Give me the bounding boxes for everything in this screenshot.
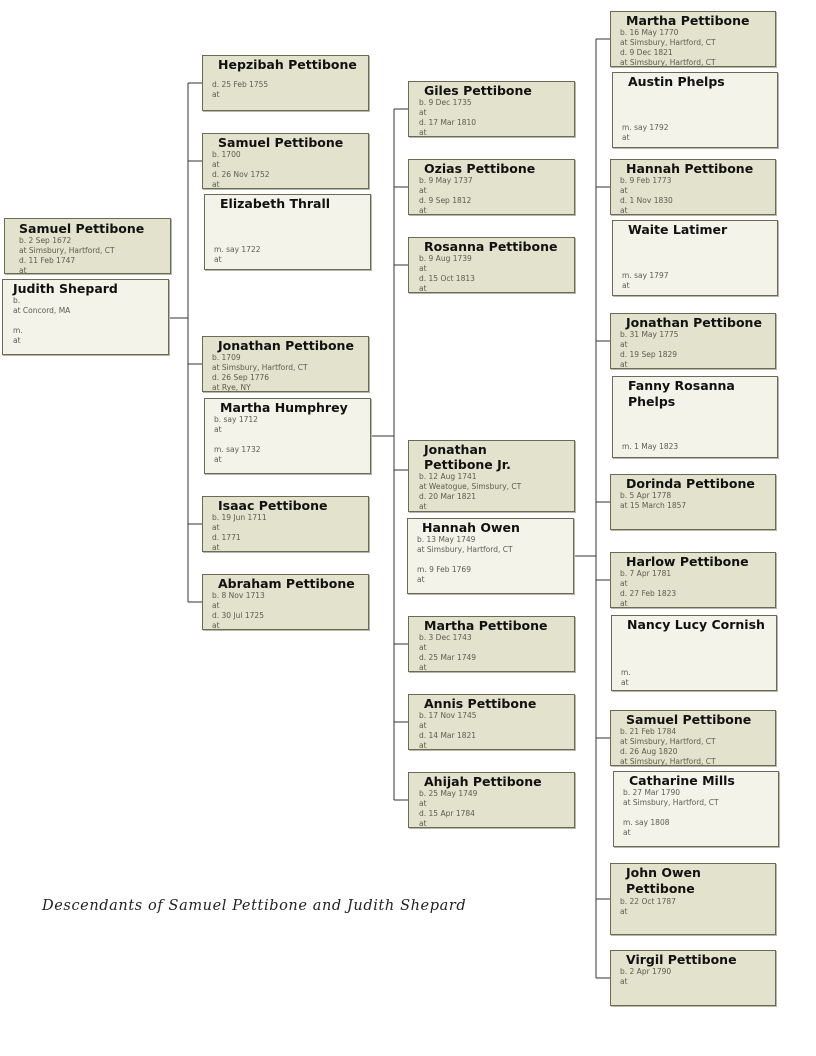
fact: m. say 1808 — [623, 818, 670, 827]
fact: b. 1700 — [212, 150, 241, 159]
person-fanny-rosanna-phelps[interactable] — [612, 376, 778, 458]
fact: at — [212, 543, 220, 552]
fact: at Simsbury, Hartford, CT — [212, 363, 308, 372]
fact: d. 1771 — [212, 533, 241, 542]
person-john-owen-pettibone[interactable] — [610, 863, 776, 935]
person-austin-phelps[interactable] — [612, 72, 778, 148]
fact: b. 21 Feb 1784 — [620, 727, 677, 736]
fact: m. 1 May 1823 — [622, 442, 679, 451]
fact: at — [13, 336, 21, 345]
fact: at — [419, 284, 427, 293]
person-rosanna-pettibone[interactable] — [408, 237, 575, 293]
person-ahijah-pettibone[interactable] — [408, 772, 575, 828]
fact: d. 1 Nov 1830 — [620, 196, 673, 205]
fact: at Weatogue, Simsbury, CT — [419, 482, 522, 491]
person-samuel-pettibone-1700[interactable] — [202, 133, 369, 189]
fact: d. 17 Mar 1810 — [419, 118, 477, 127]
fact: b. 19 Jun 1711 — [212, 513, 267, 522]
fact: m. — [13, 326, 23, 335]
person-name: Abraham Pettibone — [218, 576, 355, 591]
fact: at — [419, 502, 427, 511]
person-name: Hannah Pettibone — [626, 161, 754, 176]
person-name: Martha Humphrey — [220, 400, 348, 415]
person-name: Rosanna Pettibone — [424, 239, 558, 254]
person-isaac-pettibone[interactable] — [202, 496, 369, 552]
person-hannah-pettibone-1773[interactable] — [610, 159, 776, 215]
person-name: Samuel Pettibone — [19, 221, 145, 236]
fact: d. 20 Mar 1821 — [419, 492, 477, 501]
person-judith-shepard[interactable] — [2, 279, 169, 355]
person-name: Hepzibah Pettibone — [218, 57, 357, 72]
fact: at — [622, 281, 630, 290]
fact: at — [620, 206, 628, 215]
fact: at — [419, 264, 427, 273]
fact: at — [620, 579, 628, 588]
person-hepzibah-pettibone[interactable] — [202, 55, 369, 111]
fact: d. 19 Sep 1829 — [620, 350, 678, 359]
fact: b. — [13, 296, 21, 305]
person-name: Ozias Pettibone — [424, 161, 536, 176]
fact: d. 27 Feb 1823 — [620, 589, 677, 598]
person-name: Waite Latimer — [628, 222, 728, 237]
fact: at — [620, 907, 628, 916]
fact: b. 17 Nov 1745 — [419, 711, 477, 720]
fact: at Simsbury, Hartford, CT — [620, 38, 716, 47]
fact: at — [212, 621, 220, 630]
fact: at — [419, 108, 427, 117]
fact: b. 7 Apr 1781 — [620, 569, 672, 578]
fact: at — [419, 799, 427, 808]
fact: at — [214, 455, 222, 464]
person-name: Annis Pettibone — [424, 696, 537, 711]
fact: b. 9 Feb 1773 — [620, 176, 672, 185]
fact: at — [212, 90, 220, 99]
fact: d. 9 Sep 1812 — [419, 196, 472, 205]
fact: at — [419, 643, 427, 652]
fact: at — [212, 160, 220, 169]
fact: m. 9 Feb 1769 — [417, 565, 471, 574]
fact: b. 9 Dec 1735 — [419, 98, 472, 107]
fact — [13, 316, 162, 326]
fact: d. 26 Aug 1820 — [620, 747, 678, 756]
fact: d. 15 Oct 1813 — [419, 274, 475, 283]
fact: b. 8 Nov 1713 — [212, 591, 265, 600]
person-hannah-owen[interactable] — [407, 518, 574, 594]
person-name: John Owen Pettibone — [626, 865, 701, 896]
fact: at — [419, 721, 427, 730]
person-samuel-pettibone-1672[interactable] — [4, 218, 171, 274]
fact: at — [417, 575, 425, 584]
fact: at — [212, 601, 220, 610]
person-name: Elizabeth Thrall — [220, 196, 331, 211]
fact: b. 13 May 1749 — [417, 535, 476, 544]
fact: at 15 March 1857 — [620, 501, 687, 510]
fact: b. 1709 — [212, 353, 241, 362]
person-name: Ahijah Pettibone — [424, 774, 542, 789]
person-name: Fanny Rosanna Phelps — [628, 378, 735, 409]
fact: at — [212, 523, 220, 532]
person-name: Samuel Pettibone — [218, 135, 344, 150]
fact: d. 25 Mar 1749 — [419, 653, 477, 662]
fact: at — [620, 186, 628, 195]
person-name: Judith Shepard — [13, 281, 118, 296]
fact: at — [419, 128, 427, 137]
fact: at Rye, NY — [212, 383, 251, 392]
person-elizabeth-thrall[interactable] — [204, 194, 371, 270]
person-name: Nancy Lucy Cornish — [627, 617, 765, 632]
person-harlow-pettibone[interactable] — [610, 552, 776, 608]
person-annis-pettibone[interactable] — [408, 694, 575, 750]
fact: b. 2 Apr 1790 — [620, 967, 672, 976]
fact: d. 26 Sep 1776 — [212, 373, 270, 382]
fact: b. 12 Aug 1741 — [419, 472, 477, 481]
fact: d. 30 Jul 1725 — [212, 611, 264, 620]
person-name: Martha Pettibone — [626, 13, 750, 28]
person-jonathan-pettibone-1775[interactable] — [610, 313, 776, 369]
person-samuel-pettibone-1784[interactable] — [610, 710, 776, 766]
fact: at — [623, 828, 631, 837]
fact: d. 25 Feb 1755 — [212, 80, 269, 89]
fact: at — [214, 425, 222, 434]
fact: d. 9 Dec 1821 — [620, 48, 673, 57]
fact: m. — [621, 668, 631, 677]
fact: at — [212, 180, 220, 189]
fact: at — [620, 977, 628, 986]
fact: b. 2 Sep 1672 — [19, 236, 72, 245]
fact: at — [621, 678, 629, 687]
fact: at — [19, 266, 27, 274]
fact: b. 31 May 1775 — [620, 330, 679, 339]
fact: at Simsbury, Hartford, CT — [19, 246, 115, 255]
person-name: Harlow Pettibone — [626, 554, 749, 569]
fact: at — [620, 340, 628, 349]
chart-caption: Descendants of Samuel Pettibone and Judith Shepard — [42, 898, 467, 914]
person-catharine-mills[interactable] — [613, 771, 779, 847]
fact: d. 15 Apr 1784 — [419, 809, 475, 818]
person-name: Jonathan Pettibone Jr. — [424, 442, 511, 472]
person-martha-pettibone-1743[interactable] — [408, 616, 575, 672]
person-martha-pettibone-1770[interactable] — [610, 11, 776, 67]
person-name: Samuel Pettibone — [626, 712, 752, 727]
person-name: Virgil Pettibone — [626, 952, 737, 967]
fact: at — [622, 133, 630, 142]
fact: at Concord, MA — [13, 306, 71, 315]
person-name: Austin Phelps — [628, 74, 725, 89]
person-martha-humphrey[interactable] — [204, 398, 371, 474]
person-waite-latimer[interactable] — [612, 220, 778, 296]
fact: m. say 1722 — [214, 245, 261, 254]
person-name: Giles Pettibone — [424, 83, 532, 98]
fact: d. 26 Nov 1752 — [212, 170, 270, 179]
person-name: Hannah Owen — [422, 520, 520, 535]
fact: b. 27 Mar 1790 — [623, 788, 681, 797]
fact: b. 5 Apr 1778 — [620, 491, 672, 500]
fact: b. 3 Dec 1743 — [419, 633, 472, 642]
fact: b. 9 May 1737 — [419, 176, 473, 185]
person-dorinda-pettibone[interactable] — [610, 474, 776, 530]
fact: at — [419, 819, 427, 828]
person-name: Jonathan Pettibone — [218, 338, 354, 353]
fact: at — [419, 206, 427, 215]
person-nancy-lucy-cornish[interactable] — [611, 615, 777, 691]
fact: at — [620, 599, 628, 608]
person-name: Catharine Mills — [629, 773, 735, 788]
fact: b. 16 May 1770 — [620, 28, 679, 37]
fact: b. 9 Aug 1739 — [419, 254, 472, 263]
person-name: Dorinda Pettibone — [626, 476, 755, 491]
person-jonathan-pettibone-1709[interactable] — [202, 336, 369, 392]
fact: at Simsbury, Hartford, CT — [620, 58, 716, 67]
fact: at — [214, 255, 222, 264]
person-name: Jonathan Pettibone — [626, 315, 762, 330]
fact: b. 22 Oct 1787 — [620, 897, 676, 906]
person-name: Martha Pettibone — [424, 618, 548, 633]
person-giles-pettibone[interactable] — [408, 81, 575, 137]
person-name: Isaac Pettibone — [218, 498, 328, 513]
fact: at — [419, 663, 427, 672]
fact: d. 11 Feb 1747 — [19, 256, 76, 265]
fact: m. say 1797 — [622, 271, 669, 280]
fact: at — [419, 741, 427, 750]
person-abraham-pettibone[interactable] — [202, 574, 369, 630]
person-virgil-pettibone[interactable] — [610, 950, 776, 1006]
fact: at — [419, 186, 427, 195]
fact: m. say 1792 — [622, 123, 669, 132]
fact: at Simsbury, Hartford, CT — [620, 737, 716, 746]
fact: d. 14 Mar 1821 — [419, 731, 477, 740]
person-ozias-pettibone[interactable] — [408, 159, 575, 215]
fact: at Simsbury, Hartford, CT — [417, 545, 513, 554]
fact: m. say 1732 — [214, 445, 261, 454]
fact: b. say 1712 — [214, 415, 258, 424]
person-jonathan-pettibone-jr[interactable] — [408, 440, 575, 512]
fact: at Simsbury, Hartford, CT — [620, 757, 716, 766]
fact: at Simsbury, Hartford, CT — [623, 798, 719, 807]
fact: b. 25 May 1749 — [419, 789, 478, 798]
fact: at — [620, 360, 628, 369]
